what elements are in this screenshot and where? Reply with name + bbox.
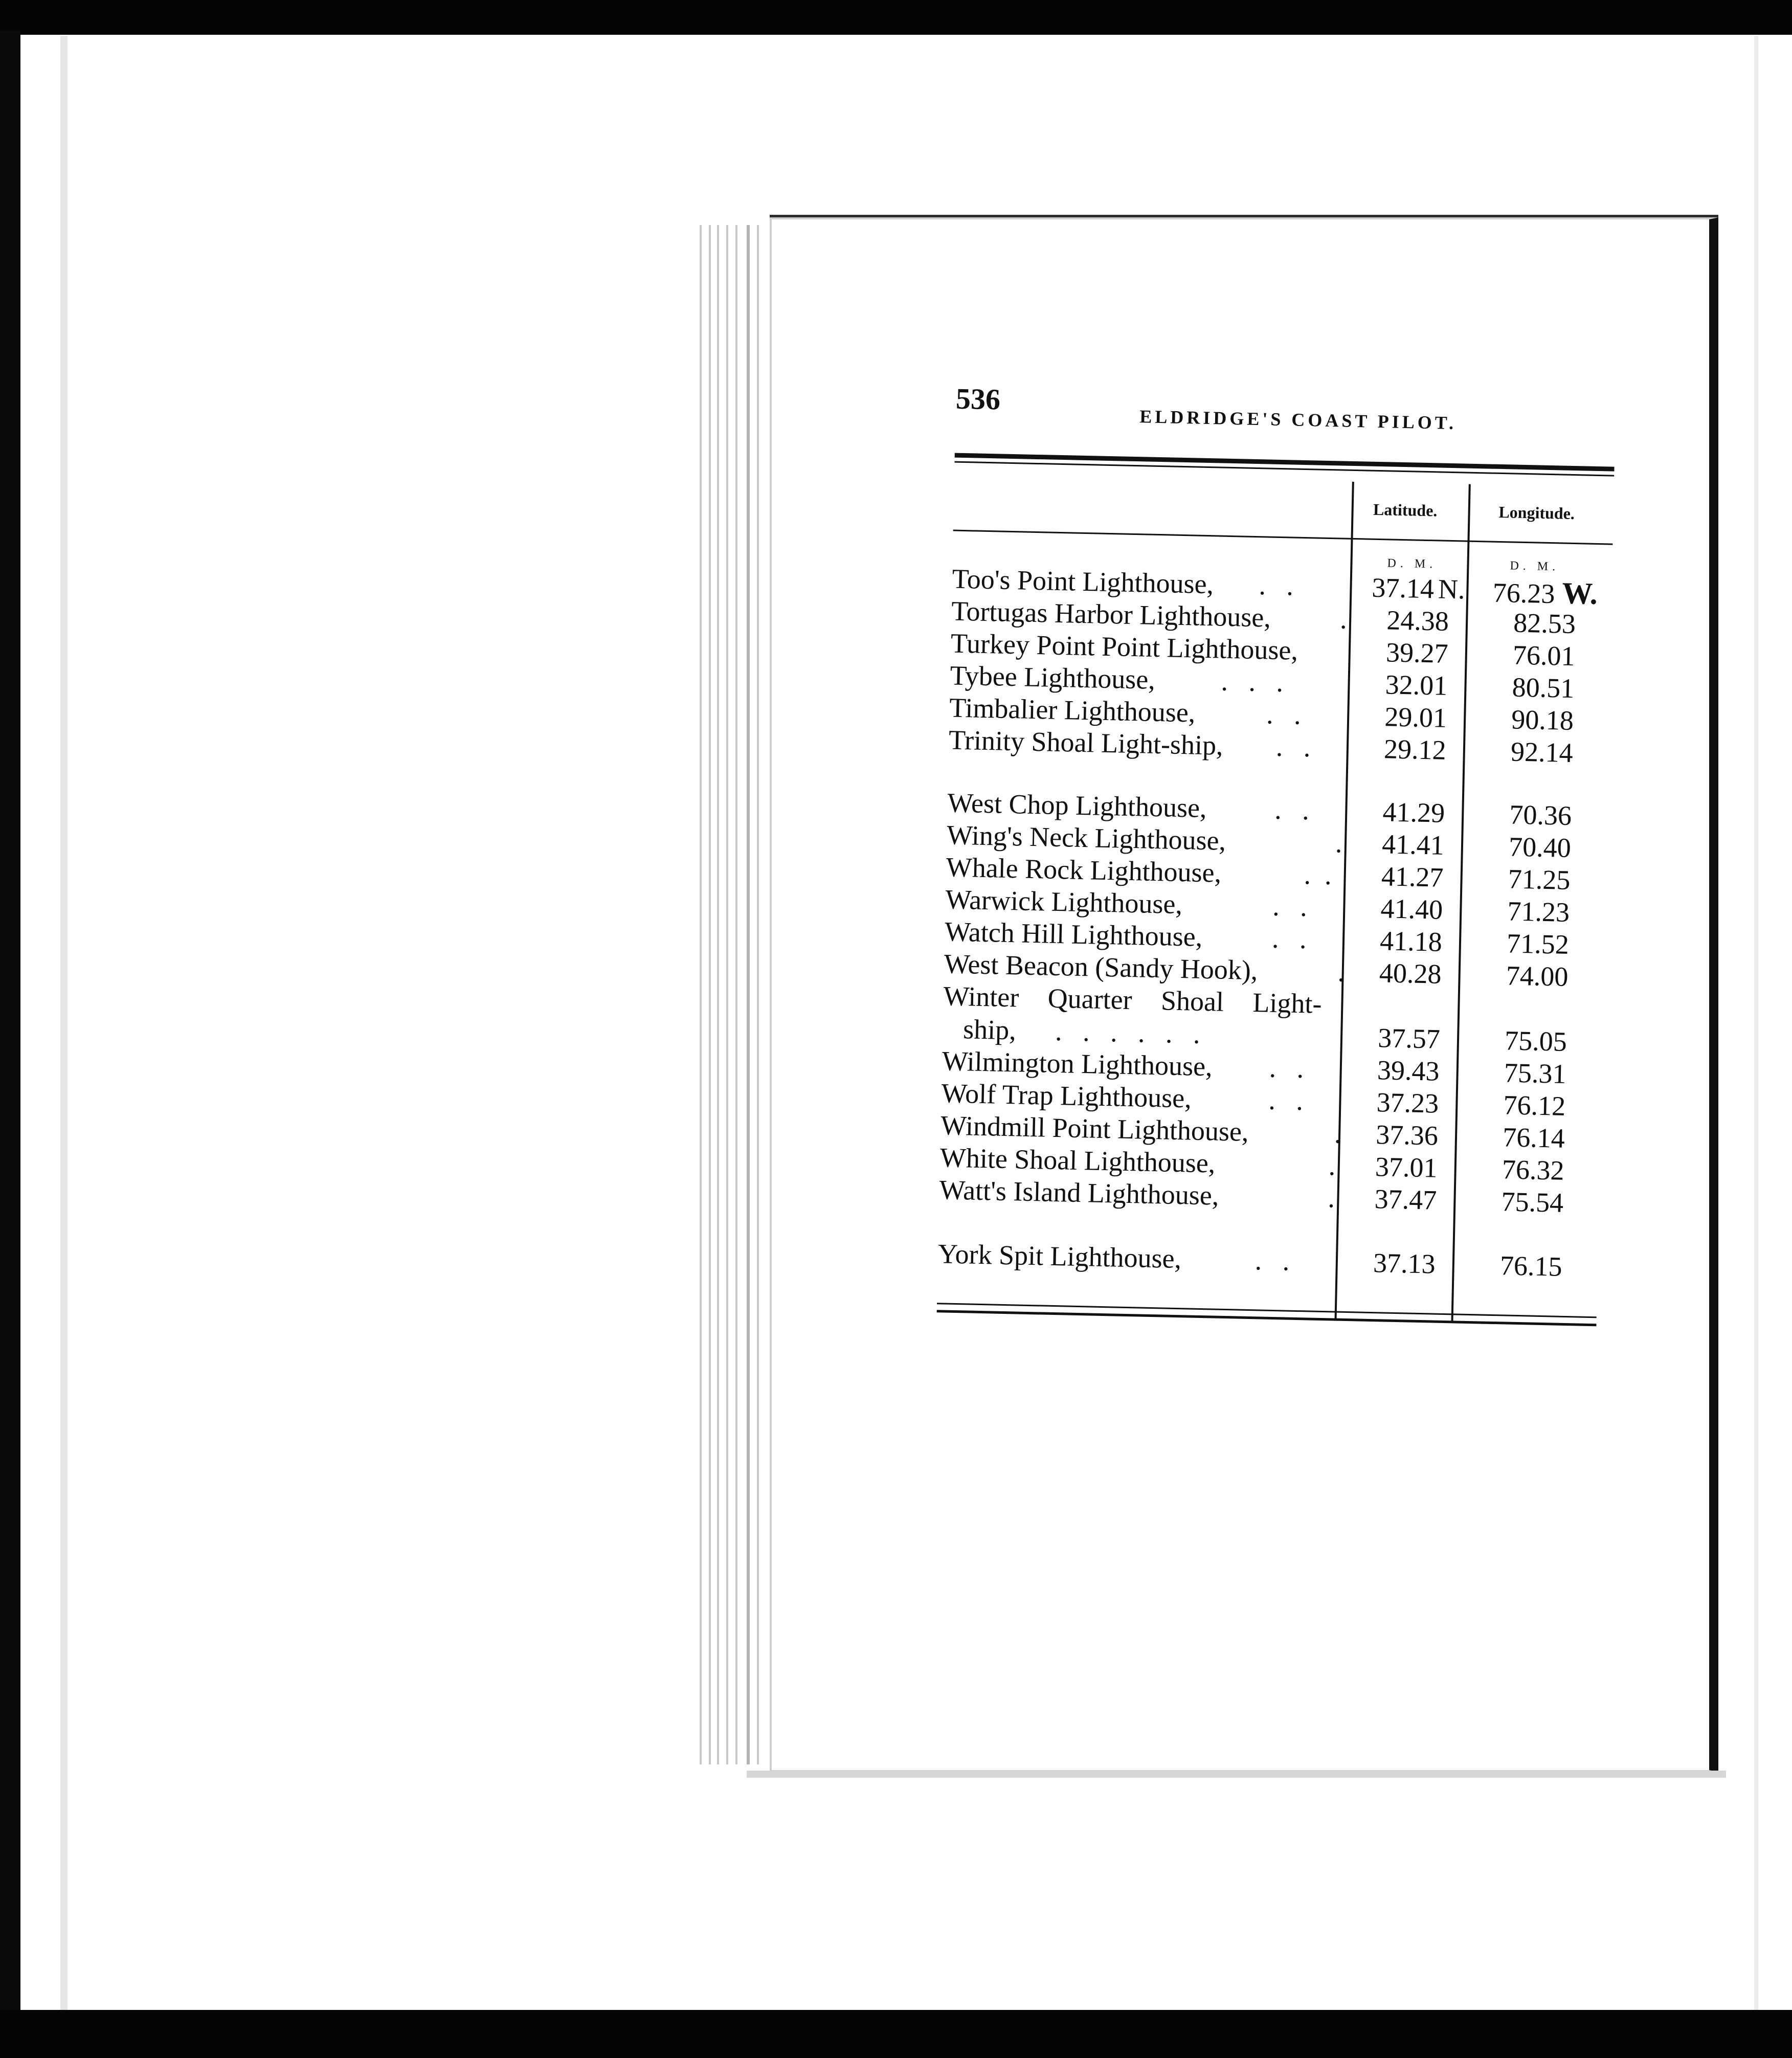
leader-dots: . . [1268,1084,1304,1116]
longitude-value: 76.15 [1499,1250,1563,1282]
leader-dots: . . [1274,794,1310,826]
scan-border-bottom [0,2010,1792,2058]
longitude-value: 76.23 [1492,577,1555,610]
latitude-value: 41.27 [1381,861,1444,893]
longitude-value: 75.05 [1504,1025,1567,1057]
latitude-value: 37.23 [1376,1087,1439,1119]
page-number: 536 [955,382,1001,416]
lighthouse-name: York Spit Lighthouse, [937,1238,1182,1274]
page-content [921,376,1616,1361]
latitude-value: 29.01 [1384,701,1447,733]
lighthouse-name: Timbalier Lighthouse, [949,692,1196,728]
latitude-value: 29.12 [1383,733,1447,766]
leader-dots: . . [1271,923,1307,955]
lighthouse-name: Watt's Island Lighthouse, [939,1174,1219,1211]
leader-dots: . . . . . . [1055,1015,1201,1049]
lighthouse-name: Wing's Neck Lighthouse, [946,819,1226,856]
page-stack-edges [700,225,766,1764]
latitude-hemisphere: N. [1438,573,1466,605]
longitude-value: 76.32 [1502,1154,1565,1186]
page-bottom-shadow [747,1771,1726,1778]
leader-dots: . . [1272,890,1308,923]
lighthouse-name: Windmill Point Lighthouse, [940,1110,1249,1147]
column-heading-rule [953,530,1613,545]
lighthouse-name: Wilmington Lighthouse, [942,1045,1213,1082]
scan-border-top [0,0,1792,35]
longitude-value: 70.36 [1509,799,1572,832]
longitude-value: 75.31 [1504,1057,1567,1089]
longitude-value: 76.12 [1503,1089,1566,1122]
latitude-value: 37.13 [1373,1247,1436,1280]
leader-dots: . . [1255,1245,1290,1277]
longitude-value: 71.25 [1508,863,1571,896]
scan-edge-line [60,36,68,2010]
lighthouse-name: Whale Rock Lighthouse, [946,852,1222,888]
longitude-hemisphere: W. [1561,576,1598,611]
latitude-value: 40.28 [1379,957,1442,990]
leader-dots: . . . [1220,665,1284,698]
lighthouse-name: White Shoal Lighthouse, [939,1142,1216,1179]
longitude-value: 76.01 [1512,639,1576,672]
latitude-value: 37.14 [1371,572,1435,605]
leader-dots: . [1337,956,1345,988]
leader-dots: . [1334,1118,1342,1149]
lighthouse-name: Turkey Point Point Lighthouse, [950,628,1298,666]
lighthouse-name-line1: Winter Quarter Shoal Light- [943,980,1323,1019]
latitude-value: 32.01 [1385,669,1448,701]
leader-dots: . . [1304,859,1332,891]
longitude-unit: D. M. [1510,559,1560,574]
table-row [937,1238,1598,1282]
latitude-value: 41.41 [1381,829,1445,861]
latitude-value: 39.43 [1377,1055,1440,1087]
leader-dots: . . [1266,699,1302,730]
leader-dots: . . [1269,1052,1304,1084]
scan-edge-line-right [1754,36,1758,2010]
footer-rule-thin [937,1303,1597,1318]
latitude-unit: D. M. [1387,556,1437,571]
latitude-value: 41.29 [1382,796,1445,829]
latitude-value: 39.27 [1385,637,1449,669]
running-head: ELDRIDGE'S COAST PILOT. [1139,406,1457,434]
lighthouse-name: West Chop Lighthouse, [947,787,1207,824]
lighthouse-name: Tybee Lighthouse, [950,660,1156,695]
lighthouse-name: West Beacon (Sandy Hook), [944,948,1258,986]
latitude-value: 37.47 [1374,1183,1437,1216]
longitude-value: 71.52 [1506,928,1570,960]
latitude-value: 37.01 [1375,1151,1438,1183]
longitude-value: 74.00 [1506,960,1569,992]
longitude-value: 92.14 [1510,736,1574,769]
latitude-value: 41.18 [1379,925,1443,957]
longitude-heading: Longitude. [1498,502,1575,523]
leader-dots: . [1339,603,1348,635]
latitude-value: 24.38 [1386,605,1449,637]
longitude-value: 90.18 [1511,704,1574,736]
lighthouse-name: Watch Hill Lighthouse, [944,916,1203,952]
lighthouse-name: Too's Point Lighthouse, [952,563,1214,600]
lighthouse-name: Wolf Trap Lighthouse, [941,1078,1192,1114]
leader-dots: . [1327,1182,1335,1214]
leader-dots: . . [1258,570,1294,601]
lighthouse-name: Trinity Shoal Light-ship, [948,724,1224,761]
latitude-value: 37.57 [1377,1022,1441,1055]
longitude-value: 70.40 [1508,831,1572,863]
footer-rule-thick [937,1310,1597,1326]
longitude-value: 82.53 [1513,607,1576,640]
latitude-value: 37.36 [1375,1119,1439,1151]
longitude-value: 76.14 [1502,1122,1565,1154]
latitude-heading: Latitude. [1373,500,1438,520]
longitude-value: 71.23 [1507,896,1570,928]
longitude-value: 75.54 [1501,1186,1564,1218]
lighthouse-name: ship, [962,1014,1017,1046]
latitude-value: 41.40 [1380,893,1443,925]
lighthouse-name: Warwick Lighthouse, [945,884,1183,920]
leader-dots: . . [1275,731,1311,763]
lighthouse-name: Tortugas Harbor Lighthouse, [951,595,1271,633]
scan-border-left [0,31,20,2015]
longitude-value: 80.51 [1512,672,1575,704]
leader-dots: . [1335,827,1343,859]
leader-dots: . [1328,1150,1336,1181]
